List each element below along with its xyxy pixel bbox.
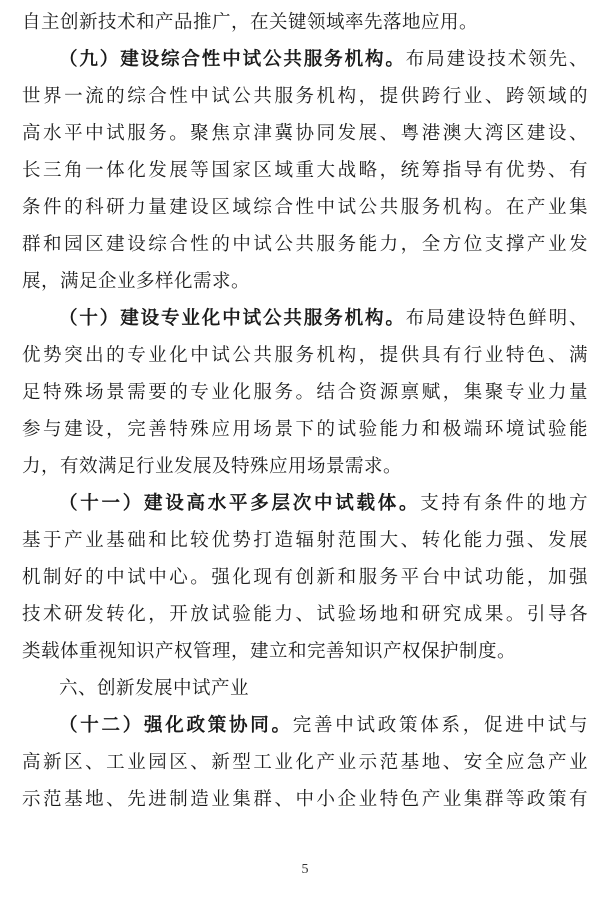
- section-10-line: 参与建设，完善特殊应用场景下的试验能力和极端环境试验能: [22, 419, 588, 440]
- section-9-line1-rest: 布局建设技术领先、: [405, 49, 588, 70]
- section-10-line: 力，有效满足行业发展及特殊应用场景需求。: [22, 456, 403, 477]
- section-11-line: 技术研发转化，开放试验能力、试验场地和研究成果。引导各: [22, 604, 588, 625]
- intro-tail-line: 自主创新技术和产品推广，在关键领域率先落地应用。: [22, 12, 479, 33]
- section-9-line: 世界一流的综合性中试公共服务机构，提供跨行业、跨领域的: [22, 86, 588, 107]
- section-10-heading: （十）建设专业化中试公共服务机构。: [59, 308, 406, 329]
- page-number: 5: [301, 862, 309, 877]
- section-9-line: 高水平中试服务。聚焦京津冀协同发展、粤港澳大湾区建设、: [22, 123, 588, 144]
- section-11-first-line: [22, 485, 588, 522]
- section-12-heading: （十二）强化政策协同。: [59, 715, 293, 736]
- section-9-line: 条件的科研力量建设区域综合性中试公共服务机构。在产业集: [22, 197, 588, 218]
- section-10-line: 足特殊场景需要的专业化服务。结合资源禀赋，集聚专业力量: [22, 382, 588, 403]
- section-12-line: 示范基地、先进制造业集群、中小企业特色产业集群等政策有: [22, 789, 588, 810]
- section-10-line1-rest: 布局建设特色鲜明、: [405, 308, 588, 329]
- section-12-line1-rest: 完善中试政策体系，促进中试与: [292, 715, 588, 736]
- chapter-6-title: 六、创新发展中试产业: [59, 678, 250, 699]
- section-9-line: 群和园区建设综合性的中试公共服务能力，全方位支撑产业发: [22, 234, 588, 255]
- section-10-line: 优势突出的专业化中试公共服务机构，提供具有行业特色、满: [22, 345, 588, 366]
- document-body: [22, 4, 588, 818]
- section-12-line: 高新区、工业园区、新型工业化产业示范基地、安全应急产业: [22, 752, 588, 773]
- section-9-heading: （九）建设综合性中试公共服务机构。: [59, 49, 406, 70]
- section-11-line: 类载体重视知识产权管理，建立和完善知识产权保护制度。: [22, 641, 517, 662]
- section-12-first-line: [22, 707, 588, 744]
- section-11-heading: （十一）建设高水平多层次中试载体。: [59, 493, 421, 514]
- section-11-line1-rest: 支持有条件的地方: [420, 493, 588, 514]
- section-9-first-line: [22, 41, 588, 78]
- section-11-line: 基于产业基础和比较优势打造辐射范围大、转化能力强、发展: [22, 530, 588, 551]
- section-9-line: 展，满足企业多样化需求。: [22, 271, 251, 292]
- section-10-first-line: [22, 300, 588, 337]
- section-11-line: 机制好的中试中心。强化现有创新和服务平台中试功能，加强: [22, 567, 588, 588]
- section-9-line: 长三角一体化发展等国家区域重大战略，统筹指导有优势、有: [22, 160, 588, 181]
